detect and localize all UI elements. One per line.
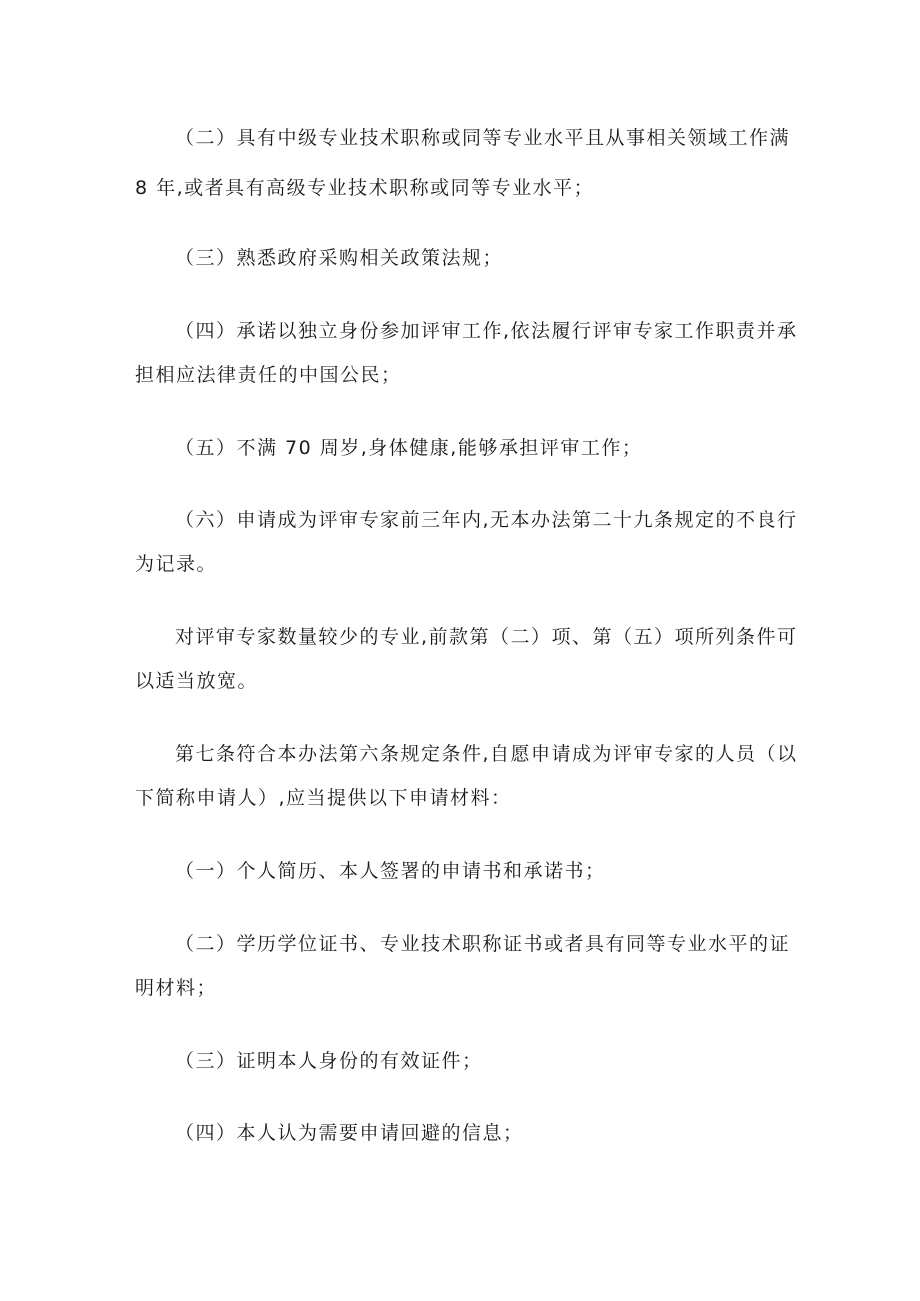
paragraph-line: 8 年,或者具有高级专业技术职称或同等专业水平； [135, 177, 595, 199]
paragraph-line: （二）学历学位证书、专业技术职称证书或者具有同等专业水平的证 [175, 933, 791, 955]
paragraph-line: （一）个人简历、本人签署的申请书和承诺书； [175, 860, 606, 882]
paragraph-line: 第七条符合本办法第六条规定条件,自愿申请成为评审专家的人员（以 [175, 743, 798, 765]
paragraph-line: （三）证明本人身份的有效证件； [175, 1050, 483, 1072]
paragraph-line: 担相应法律责任的中国公民； [135, 364, 402, 386]
paragraph-line: （二）具有中级专业技术职称或同等专业水平且从事相关领域工作满 [175, 127, 791, 149]
paragraph-line: （六）申请成为评审专家前三年内,无本办法第二十九条规定的不良行 [175, 509, 798, 531]
paragraph-line: 以适当放宽。 [135, 670, 259, 692]
paragraph-line: （五）不满 70 周岁,身体健康,能够承担评审工作； [175, 437, 643, 459]
paragraph-line: 下简称申请人）,应当提供以下申请材料： [135, 787, 512, 809]
paragraph-line: （四）承诺以独立身份参加评审工作,依法履行评审专家工作职责并承 [175, 320, 798, 342]
paragraph-line: （四）本人认为需要申请回避的信息； [175, 1122, 524, 1144]
paragraph-line: 明材料； [135, 977, 218, 999]
paragraph-line: 对评审专家数量较少的专业,前款第（二）项、第（五）项所列条件可 [175, 626, 798, 648]
paragraph-line: 为记录。 [135, 553, 218, 575]
paragraph-line: （三）熟悉政府采购相关政策法规； [175, 247, 504, 269]
